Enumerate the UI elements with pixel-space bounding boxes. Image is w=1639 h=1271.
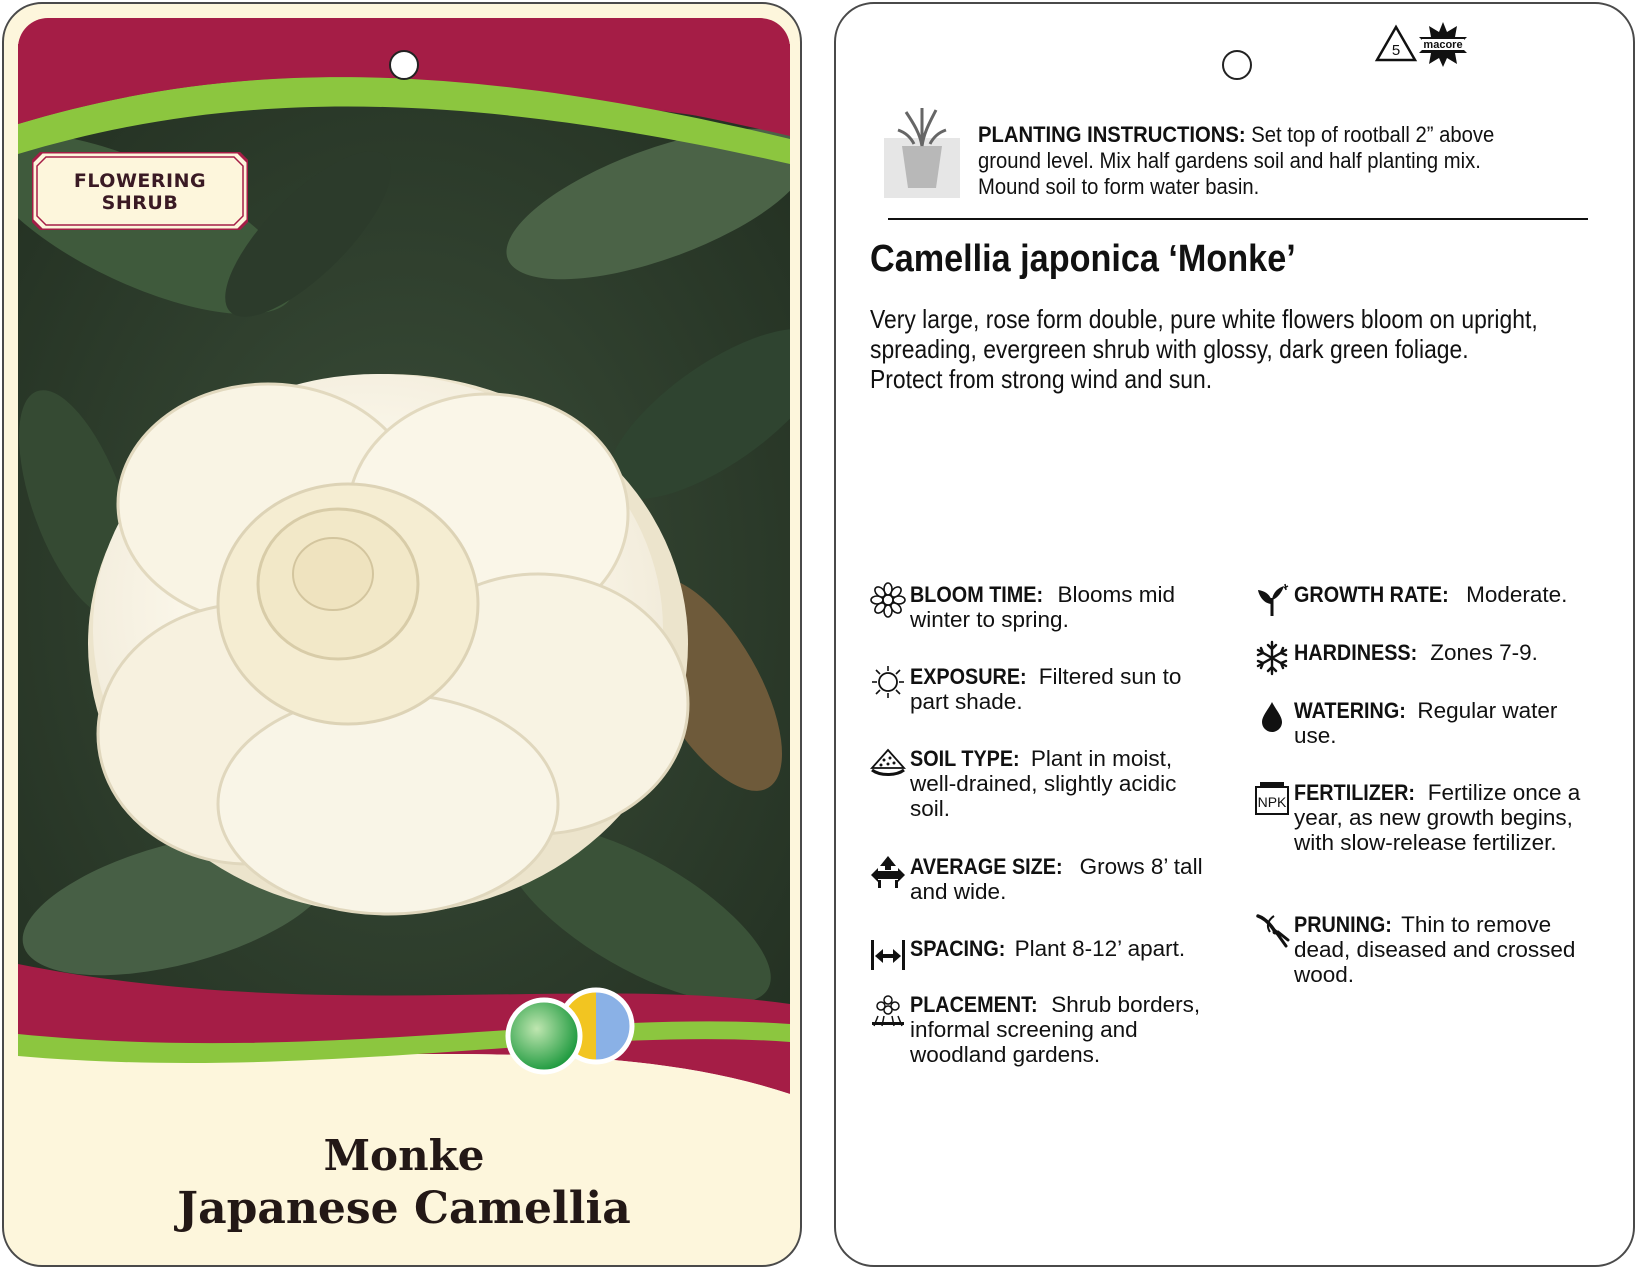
hang-hole [389, 50, 419, 80]
recycle-number: 5 [1391, 42, 1401, 59]
soil-type-text: Plant in moist, well-drained, slightly acidic soil. [910, 746, 1177, 821]
placement-icon [870, 992, 906, 1028]
front-tag-card [2, 2, 802, 1267]
watering-label: WATERING: [1294, 698, 1406, 723]
description-line: Protect from strong wind and sun. [870, 364, 1213, 394]
soil-icon [870, 746, 906, 782]
pruning-text: Thin to remove dead, diseased and crossed wood. [1294, 912, 1576, 987]
snowflake-icon [1254, 640, 1290, 676]
description-line: Very large, rose form double, pure white flowers bloom on upright, [870, 304, 1538, 334]
scientific-name: Camellia japonica ‘Monke’ [870, 238, 1296, 280]
bloom-time-text: Blooms mid winter to spring. [910, 582, 1176, 632]
camellia-flower-photo [18, 84, 790, 1084]
average-size-label: AVERAGE SIZE: [910, 854, 1063, 879]
growth-rate-text: Moderate. [1466, 582, 1568, 607]
placement-label: PLACEMENT: [910, 992, 1038, 1017]
plant-description [870, 304, 1574, 394]
spacing-icon [870, 936, 906, 972]
common-name-line-1: Monke [323, 1131, 485, 1180]
hang-hole [1222, 50, 1252, 80]
badge-line-1: FLOWERING [73, 170, 207, 192]
common-name-line-2: Japanese Camellia [177, 1183, 631, 1234]
hardiness-text: Zones 7-9. [1430, 640, 1538, 665]
sun-exposure-icons [504, 986, 644, 1076]
npk-icon-text: NPK [1257, 794, 1287, 810]
hardiness-label: HARDINESS: [1294, 640, 1418, 665]
fertilizer-label: FERTILIZER: [1294, 780, 1415, 805]
fertilizer-text: Fertilize once a year, as new growth begins, with slow-release fertilizer. [1294, 780, 1581, 855]
sprout-icon [1254, 582, 1290, 618]
water-drop-icon [1254, 698, 1290, 734]
badge-line-2: SHRUB [101, 192, 179, 214]
bottom-swoosh [18, 964, 790, 1094]
sun-icon [870, 664, 906, 700]
description-line: spreading, evergreen shrub with glossy, dark green foliage. [870, 334, 1469, 364]
bloom-time-label: BLOOM TIME: [910, 582, 1044, 607]
size-icon [870, 854, 906, 890]
npk-icon [1254, 780, 1290, 816]
planting-text: Set top of rootball 2” above ground level. Mix half gardens soil and half planting mix. Mound soil to form water basin. [978, 122, 1495, 199]
average-size-text: Grows 8’ tall and wide. [910, 854, 1203, 904]
exposure-label: EXPOSURE: [910, 664, 1027, 689]
pruning-label: PRUNING: [1294, 912, 1392, 937]
growth-rate-label: GROWTH RATE: [1294, 582, 1449, 607]
shade-icon [508, 1000, 580, 1072]
flower-icon [870, 582, 906, 618]
pruners-icon [1254, 912, 1290, 948]
planting-label: PLANTING INSTRUCTIONS: [978, 122, 1246, 147]
placement-text: Shrub borders, informal screening and woodland gardens. [910, 992, 1201, 1067]
back-tag-card [834, 2, 1635, 1267]
spacing-label: SPACING: [910, 936, 1006, 961]
recycle-icon [1374, 24, 1418, 64]
spacing-text: Plant 8-12’ apart. [1014, 936, 1186, 961]
macore-logo-icon [1416, 20, 1470, 68]
category-badge-text [32, 170, 248, 214]
divider-rule [888, 218, 1588, 220]
soil-type-label: SOIL TYPE: [910, 746, 1020, 771]
watering-text: Regular water use. [1294, 698, 1558, 748]
planting-instructions [978, 122, 1548, 200]
exposure-text: Filtered sun to part shade. [910, 664, 1182, 714]
macore-brand-text: macore [1423, 39, 1463, 51]
pot-planting-icon [884, 104, 960, 198]
